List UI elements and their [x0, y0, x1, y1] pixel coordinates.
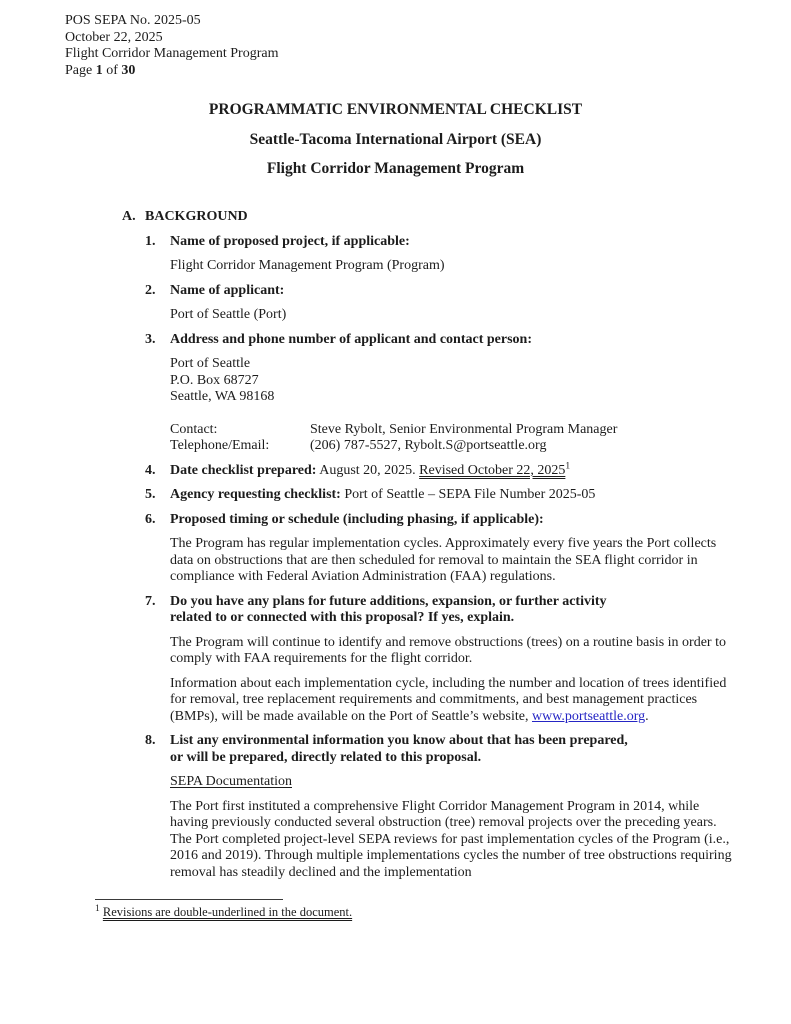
- sepa-documentation-subheading: SEPA Documentation: [170, 774, 292, 789]
- item-6-question-row: [122, 512, 734, 529]
- item-4-question: Date checklist prepared:: [170, 462, 317, 478]
- item-3-question: Address and phone number of applicant and contact person:: [170, 331, 532, 347]
- item-6-number: 6.: [145, 511, 156, 527]
- item-6-question: Proposed timing or schedule (including phasing, if applicable):: [170, 511, 544, 527]
- telephone-email-value: (206) 787-5527, Rybolt.S@portseattle.org: [310, 438, 547, 453]
- document-title: [0, 101, 791, 190]
- item-1-answer: Flight Corridor Management Program (Program): [170, 258, 445, 273]
- contact-info: [170, 422, 734, 455]
- item-1-question-row: [122, 234, 734, 251]
- item-5-question-row: [122, 487, 734, 504]
- contact-row: [170, 422, 734, 439]
- item-2-number: 2.: [145, 282, 156, 298]
- item-4-question-row: [122, 460, 734, 480]
- item-2-answer: Port of Seattle (Port): [170, 307, 287, 322]
- item-4-revision-text: Revised October 22, 2025: [419, 462, 566, 478]
- footnote-separator-rule: [95, 899, 283, 900]
- item-3-question-row: [122, 332, 734, 349]
- item-7-answer-paragraph-2: [170, 676, 734, 726]
- item-4-line: [170, 460, 571, 480]
- telephone-email-row: [170, 438, 734, 455]
- item-7-question-row: [122, 594, 734, 627]
- item-5-question: Agency requesting checklist:: [170, 487, 341, 502]
- footnote-number: 1: [95, 903, 100, 914]
- contact-label: Contact:: [170, 421, 218, 437]
- item-7-number: 7.: [145, 593, 156, 609]
- address-line-2: P.O. Box 68727: [170, 372, 259, 388]
- item-8-question: [170, 733, 628, 766]
- footnote-area: [95, 899, 352, 920]
- item-5-line: [170, 487, 595, 504]
- title-line-3: Flight Corridor Management Program: [266, 160, 525, 177]
- item-3-number: 3.: [145, 331, 156, 347]
- item-7-question-line-1: Do you have any plans for future additions, expansion, or further activity: [170, 593, 607, 609]
- item-5-answer: Port of Seattle – SEPA File Number 2025-05: [344, 487, 596, 502]
- header-date: October 22, 2025: [65, 29, 163, 45]
- of-word: of: [106, 62, 118, 78]
- portseattle-website-link[interactable]: www.portseattle.org: [531, 708, 646, 724]
- contact-value: Steve Rybolt, Senior Environmental Program Manager: [310, 421, 618, 437]
- address-line-3: Seattle, WA 98168: [170, 389, 275, 404]
- address-line-1: Port of Seattle: [170, 356, 251, 371]
- telephone-email-label: Telephone/Email:: [170, 438, 270, 453]
- section-a-background: [122, 209, 734, 881]
- page-header: [65, 13, 278, 79]
- item-2-question: Name of applicant:: [170, 282, 285, 298]
- page-total: 30: [121, 62, 136, 78]
- sentence-period: .: [645, 708, 649, 724]
- sepa-documentation-subheading-row: [170, 774, 734, 791]
- item-8-question-line-2: or will be prepared, directly related to this proposal.: [170, 749, 482, 765]
- item-7-question: [170, 594, 607, 627]
- item-7-answer-text: Information about each implementation cycle, including the number and location of trees identified for removal, tree replacement requirements and commitments, and best management practices (BMPs), will be made available on the Port of Seattle’s website,: [170, 675, 727, 724]
- header-sepa-number: POS SEPA No. 2025-05: [65, 13, 201, 28]
- item-6-answer: The Program has regular implementation cycles. Approximately every five years the Port collects data on obstructions that are then scheduled for removal to maintain the SEA flight corridor in compliance with Federal Aviation Administration (FAA) regulations.: [170, 536, 717, 584]
- item-8-question-line-1: List any environmental information you know about that has been prepared,: [170, 733, 628, 748]
- item-7-answer-paragraph-1: The Program will continue to identify and remove obstructions (trees) on a routine basis in order to comply with FAA requirements for the flight corridor.: [170, 634, 726, 666]
- applicant-address: [170, 356, 734, 406]
- item-5-number: 5.: [145, 487, 156, 502]
- item-7-question-line-2: related to or connected with this proposal? If yes, explain.: [170, 610, 515, 625]
- item-8-number: 8.: [145, 733, 156, 748]
- item-8-question-row: [122, 733, 734, 766]
- header-page-indicator: [65, 63, 278, 80]
- section-title: BACKGROUND: [145, 209, 248, 224]
- item-8-answer-paragraph: The Port first instituted a comprehensive Flight Corridor Management Program in 2014, while having previously conducted several obstruction (tree) removal projects over the preceding years. The Port completed project-level SEPA reviews for past implementation cycles of the Program (i.e., 2016 and 2019). Through multiple implementations cycles the number of tree obstructions requiring removal has steadily declined and the implementation: [170, 798, 732, 880]
- section-letter: A.: [122, 209, 136, 224]
- page-word: Page: [65, 62, 93, 78]
- title-line-1: PROGRAMMATIC ENVIRONMENTAL CHECKLIST: [208, 101, 583, 118]
- item-4-number: 4.: [145, 462, 156, 478]
- page-number: 1: [95, 62, 103, 78]
- header-program-name: Flight Corridor Management Program: [65, 46, 279, 61]
- item-1-number: 1.: [145, 233, 156, 249]
- item-2-question-row: [122, 283, 734, 300]
- item-1-question: Name of proposed project, if applicable:: [170, 233, 410, 249]
- item-4-answer-date: August 20, 2025.: [319, 462, 416, 478]
- footnote-reference-mark: 1: [565, 460, 571, 471]
- section-heading: [122, 209, 734, 226]
- footnote-line: [95, 905, 352, 920]
- footnote-text: Revisions are double-underlined in the document.: [102, 905, 353, 919]
- title-line-2: Seattle-Tacoma International Airport (SEA): [249, 130, 542, 148]
